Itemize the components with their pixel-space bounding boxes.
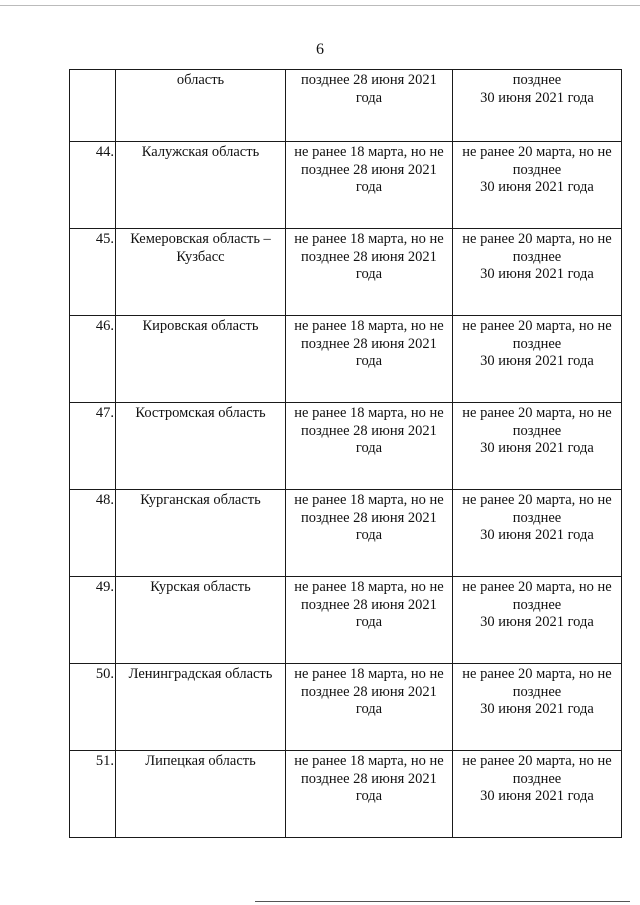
region-cell-line: Курская область [150,579,251,595]
row-number-cell: 46. [70,316,116,403]
start-date-cell-line: года [355,701,383,717]
region-cell [116,577,286,664]
end-date-cell [453,142,622,229]
start-date-cell-line: позднее 28 июня 2021 [301,161,437,178]
row-number-cell: 45. [70,229,116,316]
end-date-cell-line: 30 июня 2021 года [480,353,594,369]
table-row [70,70,622,142]
start-date-cell [286,664,453,751]
end-date-cell-line: позднее [512,770,562,787]
end-date-cell-line: позднее [512,683,562,700]
scan-bottom-edge-line [255,901,630,902]
row-number-cell: 50. [70,664,116,751]
start-date-cell-line: не ранее 18 марта, но не [294,666,444,682]
region-cell [116,229,286,316]
end-date-cell-line: не ранее 20 марта, но не [462,231,612,247]
region-cell-line: Кировская область [142,318,259,334]
row-number-cell: 49. [70,577,116,664]
end-date-cell-line: 30 июня 2021 года [480,527,594,543]
start-date-cell-line: позднее 28 июня 2021 [301,335,437,352]
start-date-cell-line: позднее 28 июня 2021 [301,770,437,787]
table-row [70,751,622,838]
end-date-cell-line: не ранее 20 марта, но не [462,666,612,682]
table-body [70,70,622,838]
end-date-cell-line: не ранее 20 марта, но не [462,144,612,160]
region-cell-line: Кузбасс [176,248,225,265]
end-date-cell-line: 30 июня 2021 года [480,89,594,106]
regions-schedule-table [69,69,622,838]
start-date-cell [286,142,453,229]
end-date-cell-line: 30 июня 2021 года [480,266,594,282]
end-date-cell-line: позднее [512,422,562,439]
start-date-cell [286,229,453,316]
end-date-cell-line: 30 июня 2021 года [480,614,594,630]
end-date-cell-line: позднее [512,335,562,352]
scan-top-edge-line [0,5,640,6]
table-row [70,403,622,490]
start-date-cell-line: не ранее 18 марта, но не [294,144,444,160]
start-date-cell-line: позднее 28 июня 2021 [301,422,437,439]
start-date-cell-line: позднее 28 июня 2021 [301,248,437,265]
start-date-cell-line: не ранее 18 марта, но не [294,753,444,769]
region-cell [116,664,286,751]
end-date-cell-line: 30 июня 2021 года [480,701,594,717]
region-cell [116,403,286,490]
row-number-cell: 51. [70,751,116,838]
row-number-cell: 47. [70,403,116,490]
start-date-cell [286,403,453,490]
region-cell-line: Калужская область [141,144,260,160]
end-date-cell-line: 30 июня 2021 года [480,788,594,804]
start-date-cell-line: не ранее 18 марта, но не [294,231,444,247]
end-date-cell [453,751,622,838]
end-date-cell-line: не ранее 20 марта, но не [462,579,612,595]
start-date-cell [286,577,453,664]
row-number-cell [70,70,116,142]
page-number: 6 [316,41,324,58]
end-date-cell [453,229,622,316]
table-row [70,577,622,664]
start-date-cell-line: не ранее 18 марта, но не [294,405,444,421]
table-row [70,664,622,751]
region-cell-line: Кемеровская область – [130,231,271,247]
start-date-cell-line: позднее 28 июня 2021 [301,72,437,88]
region-cell-line: Курганская область [140,492,261,508]
start-date-cell-line: года [355,788,383,804]
start-date-cell-line: позднее 28 июня 2021 [301,596,437,613]
start-date-cell [286,316,453,403]
region-cell [116,70,286,142]
end-date-cell-line: позднее [512,509,562,526]
start-date-cell-line: года [355,440,383,456]
end-date-cell-line: не ранее 20 марта, но не [462,405,612,421]
region-cell-line: Липецкая область [145,753,256,769]
start-date-cell-line: не ранее 18 марта, но не [294,492,444,508]
region-cell [116,751,286,838]
start-date-cell-line: года [355,614,383,630]
end-date-cell [453,664,622,751]
row-number-cell: 44. [70,142,116,229]
table-row [70,142,622,229]
start-date-cell-line: года [355,266,383,282]
start-date-cell-line: не ранее 18 марта, но не [294,318,444,334]
table-row [70,316,622,403]
end-date-cell-line: не ранее 20 марта, но не [462,753,612,769]
table-row [70,229,622,316]
end-date-cell-line: не ранее 20 марта, но не [462,492,612,508]
start-date-cell-line: года [355,353,383,369]
end-date-cell-line: позднее [512,596,562,613]
region-cell-line: область [176,72,225,88]
end-date-cell-line: позднее [512,161,562,178]
end-date-cell-line: не ранее 20 марта, но не [462,318,612,334]
end-date-cell-line: 30 июня 2021 года [480,440,594,456]
start-date-cell [286,70,453,142]
region-cell [116,142,286,229]
row-number-cell: 48. [70,490,116,577]
region-cell-line: Ленинградская область [128,666,273,682]
region-cell [116,490,286,577]
table-row [70,490,622,577]
end-date-cell [453,403,622,490]
end-date-cell-line: 30 июня 2021 года [480,179,594,195]
end-date-cell-line: позднее [512,72,562,88]
start-date-cell [286,751,453,838]
start-date-cell-line: позднее 28 июня 2021 [301,683,437,700]
end-date-cell-line: позднее [512,248,562,265]
region-cell-line: Костромская область [135,405,266,421]
start-date-cell [286,490,453,577]
region-cell [116,316,286,403]
start-date-cell-line: позднее 28 июня 2021 [301,509,437,526]
end-date-cell [453,70,622,142]
start-date-cell-line: года [355,179,383,195]
end-date-cell [453,490,622,577]
end-date-cell [453,577,622,664]
start-date-cell-line: года [355,89,383,106]
start-date-cell-line: года [355,527,383,543]
start-date-cell-line: не ранее 18 марта, но не [294,579,444,595]
end-date-cell [453,316,622,403]
